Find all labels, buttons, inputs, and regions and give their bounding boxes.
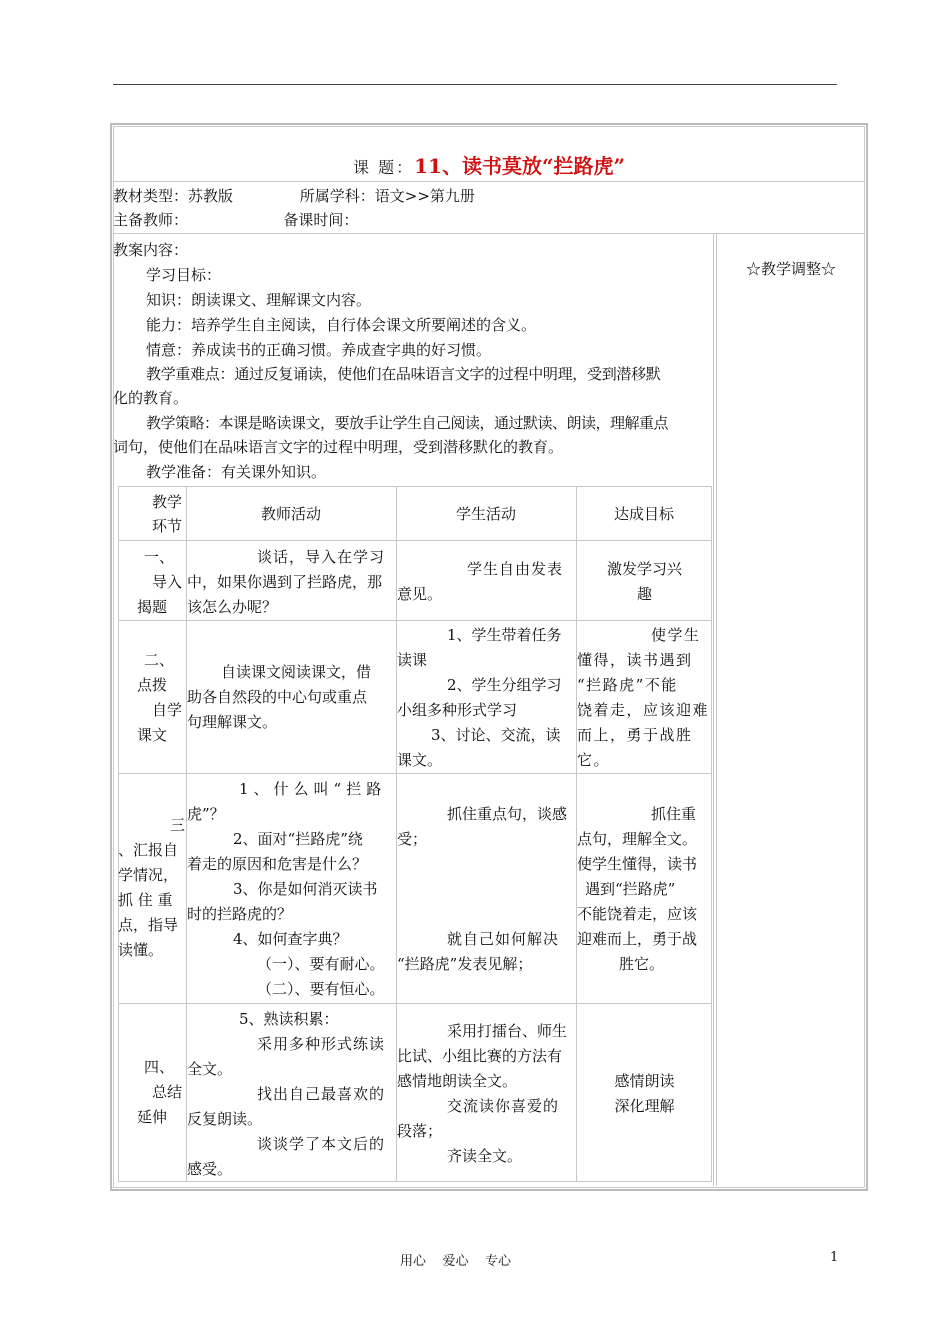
row4-student (397, 1019, 576, 1169)
table-row-divider (118, 540, 712, 541)
teacher-line: 主备教师： 备课时间： (113, 211, 359, 229)
goal-line: 使学生 (651, 626, 701, 644)
row2-stage (118, 648, 186, 748)
content-line: 化的教育。 (113, 389, 189, 407)
student-line: “拦路虎”发表见解； (397, 955, 533, 973)
student-line: 就自己如何解决 (447, 930, 560, 948)
goal-line: 使学生懂得，读书 (577, 855, 698, 873)
student-line: 交流读你喜爱的 (447, 1097, 560, 1115)
table-header-goal: 达成目标 (613, 505, 674, 523)
student-line: 意见。 (397, 585, 443, 603)
teacher-line: （二）、要有恒心。 (257, 980, 385, 998)
footer-motto: 用心 爱心 专心 (400, 1254, 512, 1269)
row4-stage (118, 1055, 186, 1130)
goal-line: 胜它。 (619, 955, 665, 973)
row2-teacher (187, 660, 396, 735)
table-header-stage (118, 490, 186, 538)
student-line: 受； (397, 830, 428, 848)
stage-line: 导入 (151, 573, 182, 591)
stage-line: 学情况， (118, 866, 179, 884)
stage-line: 总结 (151, 1083, 182, 1101)
row1-teacher (187, 545, 396, 620)
lesson-title (113, 150, 865, 179)
teacher-line: 4、如何查字典？ (233, 930, 348, 948)
student-line: 学生自由发表 (467, 560, 564, 578)
goal-line: “拦路虎”不能 (577, 676, 678, 694)
content-line: 能力：培养学生自主阅读，自行体会课文所要阐述的含义。 (146, 316, 537, 334)
student-line: 齐读全文。 (447, 1147, 523, 1165)
teacher-line: 该怎么办呢？ (187, 598, 278, 616)
table-header-student: 学生活动 (455, 505, 516, 523)
teacher-line: 自读课文阅读课文，借 (221, 663, 372, 681)
stage-line: 一、 (143, 548, 174, 566)
stage-line: 抓 住 重 (118, 891, 173, 909)
goal-line: 深化理解 (614, 1097, 675, 1115)
table-header-teacher: 教师活动 (260, 505, 321, 523)
row1-student (397, 557, 576, 607)
goal-line: 迎难而上，勇于战 (577, 930, 698, 948)
teacher-line: 助各自然段的中心句或重点 (187, 688, 368, 706)
teacher-line: 虎”？ (187, 805, 225, 823)
student-line: 比试、小组比赛的方法有 (397, 1047, 563, 1065)
teacher-line: （一）、要有耐心。 (257, 955, 385, 973)
teacher-line: 找出自己最喜欢的 (257, 1085, 386, 1103)
teacher-line: 5、熟读积累： (239, 1010, 339, 1028)
column-divider (713, 234, 714, 1186)
student-line: 段落； (397, 1122, 443, 1140)
teacher-line: 着走的原因和危害是什么？ (187, 855, 368, 873)
stage-line: 自学 (151, 701, 182, 719)
stage-line: 延伸 (136, 1108, 167, 1126)
material-type-line: 教材类型：苏教版 所属学科：语文>>第九册 (113, 187, 475, 205)
stage-line: 四、 (143, 1058, 174, 1076)
content-line: 知识：朗读课文、理解课文内容。 (146, 291, 372, 309)
content-line: 教学重难点：通过反复诵读，使他们在品味语言文字的过程中明理，受到潜移默 (146, 365, 661, 383)
row3-student (397, 802, 576, 977)
row4-teacher (187, 1007, 396, 1182)
header-text: 教学环节 (152, 493, 183, 535)
teacher-line: 谈话，导入在学习 (257, 548, 386, 566)
row2-goal (577, 623, 712, 773)
student-line: 采用打擂台、师生 (447, 1022, 568, 1040)
student-line: 1、学生带着任务 (447, 626, 562, 644)
row1-stage (118, 545, 186, 620)
content-line: 词句，使他们在品味语言文字的过程中明理，受到潜移默化的教育。 (113, 438, 564, 456)
teacher-line: 感受。 (187, 1160, 233, 1178)
student-line: 读课 (397, 651, 428, 669)
teacher-line: 1、什么叫“拦路 (239, 780, 387, 798)
student-line: 课文。 (397, 751, 443, 769)
teacher-line: 时的拦路虎的？ (187, 905, 293, 923)
goal-line: 懂得，读书遇到 (577, 651, 693, 669)
student-line: 抓住重点句，谈感 (447, 805, 568, 823)
page-number: 1 (830, 1250, 839, 1265)
content-line: 教学策略：本课是略读课文，要放手让学生自己阅读，通过默读、朗读，理解重点 (146, 414, 669, 432)
goal-line: 点句，理解全文。 (577, 830, 698, 848)
content-heading: 教案内容： (113, 241, 189, 259)
title-label: 课 题： (353, 158, 415, 177)
stage-line: 、汇报自 (118, 841, 179, 859)
table-row-divider (118, 620, 712, 621)
goal-line: 而上，勇于战胜 (577, 726, 693, 744)
row3-teacher (187, 777, 396, 1002)
goal-line: 趣 (636, 585, 652, 603)
teacher-line: 采用多种形式练读 (257, 1035, 386, 1053)
content-line: 学习目标： (146, 266, 222, 284)
student-line: 3、讨论、交流，读 (431, 726, 561, 744)
stage-line: 三 (170, 816, 186, 834)
divider (113, 181, 865, 182)
column-divider (716, 234, 717, 1186)
student-line: 小组多种形式学习 (397, 701, 518, 719)
student-line: 感情地朗读全文。 (397, 1072, 518, 1090)
goal-line: 它。 (577, 751, 611, 769)
spacer (397, 852, 576, 927)
goal-line: 遇到“拦路虎” (585, 880, 676, 898)
row3-stage (118, 813, 186, 963)
goal-line: 饶着走，应该迎难 (577, 701, 710, 719)
content-line: 情意：养成读书的正确习惯。养成查字典的好习惯。 (146, 341, 492, 359)
goal-line: 抓住重 (651, 805, 697, 823)
table-row-divider (118, 1003, 712, 1004)
stage-line: 读懂。 (118, 941, 164, 959)
table-row-divider (118, 773, 712, 774)
row3-goal (577, 802, 712, 977)
row1-goal (577, 557, 712, 607)
teacher-line: 3、你是如何消灭读书 (233, 880, 378, 898)
divider (113, 233, 865, 234)
stage-line: 点，指导 (118, 916, 179, 934)
student-line: 2、学生分组学习 (447, 676, 562, 694)
teacher-line: 句理解课文。 (187, 713, 278, 731)
teacher-line: 谈谈学了本文后的 (257, 1135, 386, 1153)
header-rule (113, 84, 837, 85)
content-line: 教学准备：有关课外知识。 (146, 463, 327, 481)
row4-goal (577, 1069, 712, 1119)
title-name: 11、读书莫放“拦路虎” (414, 154, 625, 178)
teacher-line: 全文。 (187, 1060, 233, 1078)
goal-line: 激发学习兴 (606, 560, 682, 578)
teaching-adjustment-label: ☆教学调整☆ (745, 260, 836, 278)
stage-line: 课文 (136, 726, 167, 744)
goal-line: 不能饶着走，应该 (577, 905, 698, 923)
teacher-line: 中，如果你遇到了拦路虎，那 (187, 573, 383, 591)
row2-student (397, 623, 576, 773)
teacher-line: 2、面对“拦路虎”绕 (233, 830, 363, 848)
stage-line: 揭题 (136, 598, 167, 616)
stage-line: 点拨 (136, 676, 167, 694)
stage-line: 二、 (143, 651, 174, 669)
teacher-line: 反复朗读。 (187, 1110, 263, 1128)
goal-line: 感情朗读 (614, 1072, 675, 1090)
